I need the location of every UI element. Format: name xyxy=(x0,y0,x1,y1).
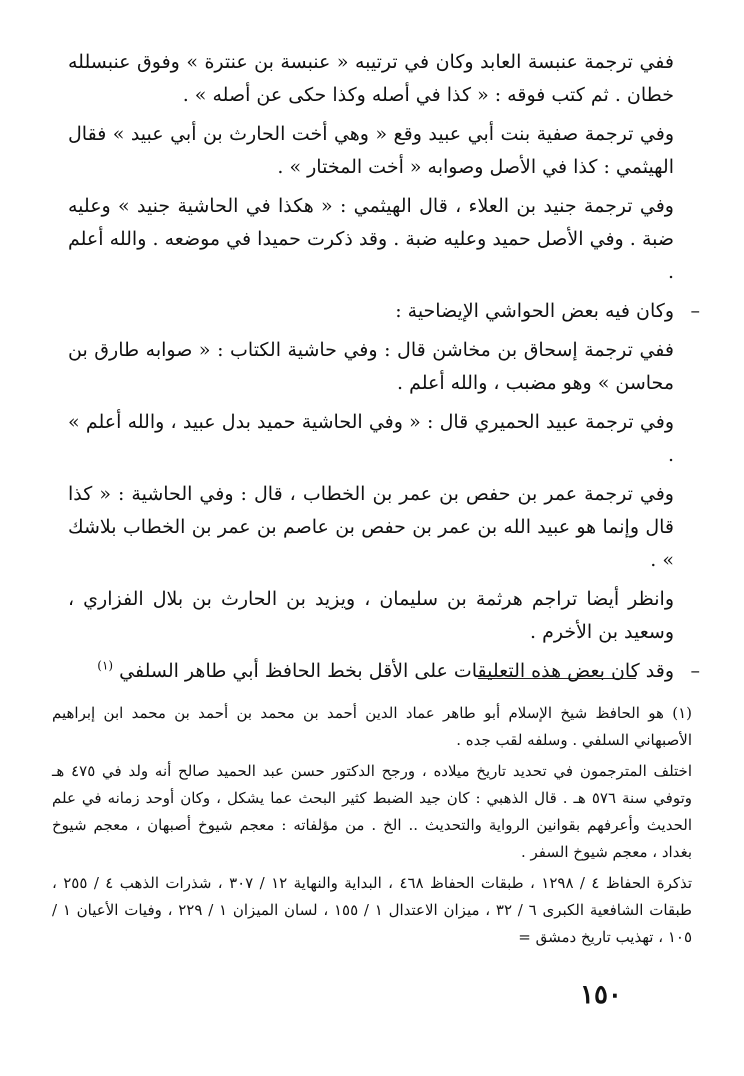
main-text xyxy=(68,46,700,694)
paragraph-text: وكان فيه بعض الحواشي الإيضاحية : xyxy=(395,300,674,322)
footnote-separator xyxy=(478,678,636,679)
paragraph-junayd: وفي ترجمة جنيد بن العلاء ، قال الهيثمي : « هكذا في الحاشية جنيد » وعليه ضبة . وفي الأصل حميد وعليه ضبة . وقد ذكرت حميدا في موضعه . والله أعلم . xyxy=(68,195,674,283)
dash-marker: – xyxy=(690,300,700,322)
footnote-sources: تذكرة الحفاظ ٤ / ١٢٩٨ ، طبقات الحفاظ ٤٦٨ ، البداية والنهاية ١٢ / ٣٠٧ ، شذرات الذهب ٤ / ٢٥٥ ، طبقات الشافعية الكبرى ٦ / ٣٢ ، ميزان الاعتدال ١ / ١٥٥ ، لسان الميزان ١ / ٢٢٩ ، وفيات الأعيان ١ / ١٠٥ ، تهذيب تاريخ دمشق = xyxy=(52,874,693,946)
paragraph-marginal-notes xyxy=(68,295,700,328)
footnote-1: (١) هو الحافظ شيخ الإسلام أبو طاهر عماد الدين أحمد بن محمد بن أحمد بن محمد ابن إبراهيم الأصبهاني السلفي . وسلفه لقب جده . xyxy=(52,704,692,749)
dash-marker: – xyxy=(690,660,700,682)
paragraph-umar: وفي ترجمة عمر بن حفص بن عمر بن الخطاب ، قال : وفي الحاشية : « كذا قال وإنما هو عبيد الله بن عمر بن حفص بن عاصم بن عمر بن الخطاب بلاشك » . xyxy=(68,483,674,571)
paragraph-silafi xyxy=(68,655,700,688)
paragraph-ubayd: وفي ترجمة عبيد الحميري قال : « وفي الحاشية حميد بدل عبيد ، والله أعلم » . xyxy=(68,411,674,466)
paragraph-ishaq: ففي ترجمة إسحاق بن مخاشن قال : وفي حاشية الكتاب : « صوابه طارق بن محاسن » وهو مضبب ، والله أعلم . xyxy=(68,339,674,394)
paragraph-anbasa: ففي ترجمة عنبسة العابد وكان في ترتيبه « عنبسة بن عنترة » وفوق عنبسلله خطان . ثم كتب فوقه : « كذا في أصله وكذا حكى عن أصله » . xyxy=(68,51,674,106)
paragraph-see-also: وانظر أيضا تراجم هرثمة بن سليمان ، ويزيد بن الحارث بن بلال الفزاري ، وسعيد بن الأخرم . xyxy=(68,588,674,643)
footnote-reference[interactable]: (١) xyxy=(97,658,114,673)
page-number: ١٥٠ xyxy=(580,980,622,1010)
paragraph-text: وقد كان بعض هذه التعليقات على الأقل بخط الحافظ أبي طاهر السلفي xyxy=(119,660,674,682)
footnote-biography: اختلف المترجمون في تحديد تاريخ ميلاده ، ورجح الدكتور حسن عبد الحميد صالح أنه ولد في ٤٧٥ هـ وتوفي سنة ٥٧٦ هـ . قال الذهبي : كان جيد الضبط كثير البحث عما يشكل ، وكان أوحد زمانه في علم الحديث وأعرفهم بقوانين الرواية والتحديث .. الخ . من مؤلفاته : معجم شيوخ أصبهان ، معجم شيوخ بغداد ، معجم شيوخ السفر . xyxy=(52,762,692,861)
footnotes xyxy=(52,700,692,955)
paragraph-safiyya: وفي ترجمة صفية بنت أبي عبيد وقع « وهي أخت الحارث بن أبي عبيد » فقال الهيثمي : كذا في الأصل وصوابه « أخت المختار » . xyxy=(68,123,674,178)
